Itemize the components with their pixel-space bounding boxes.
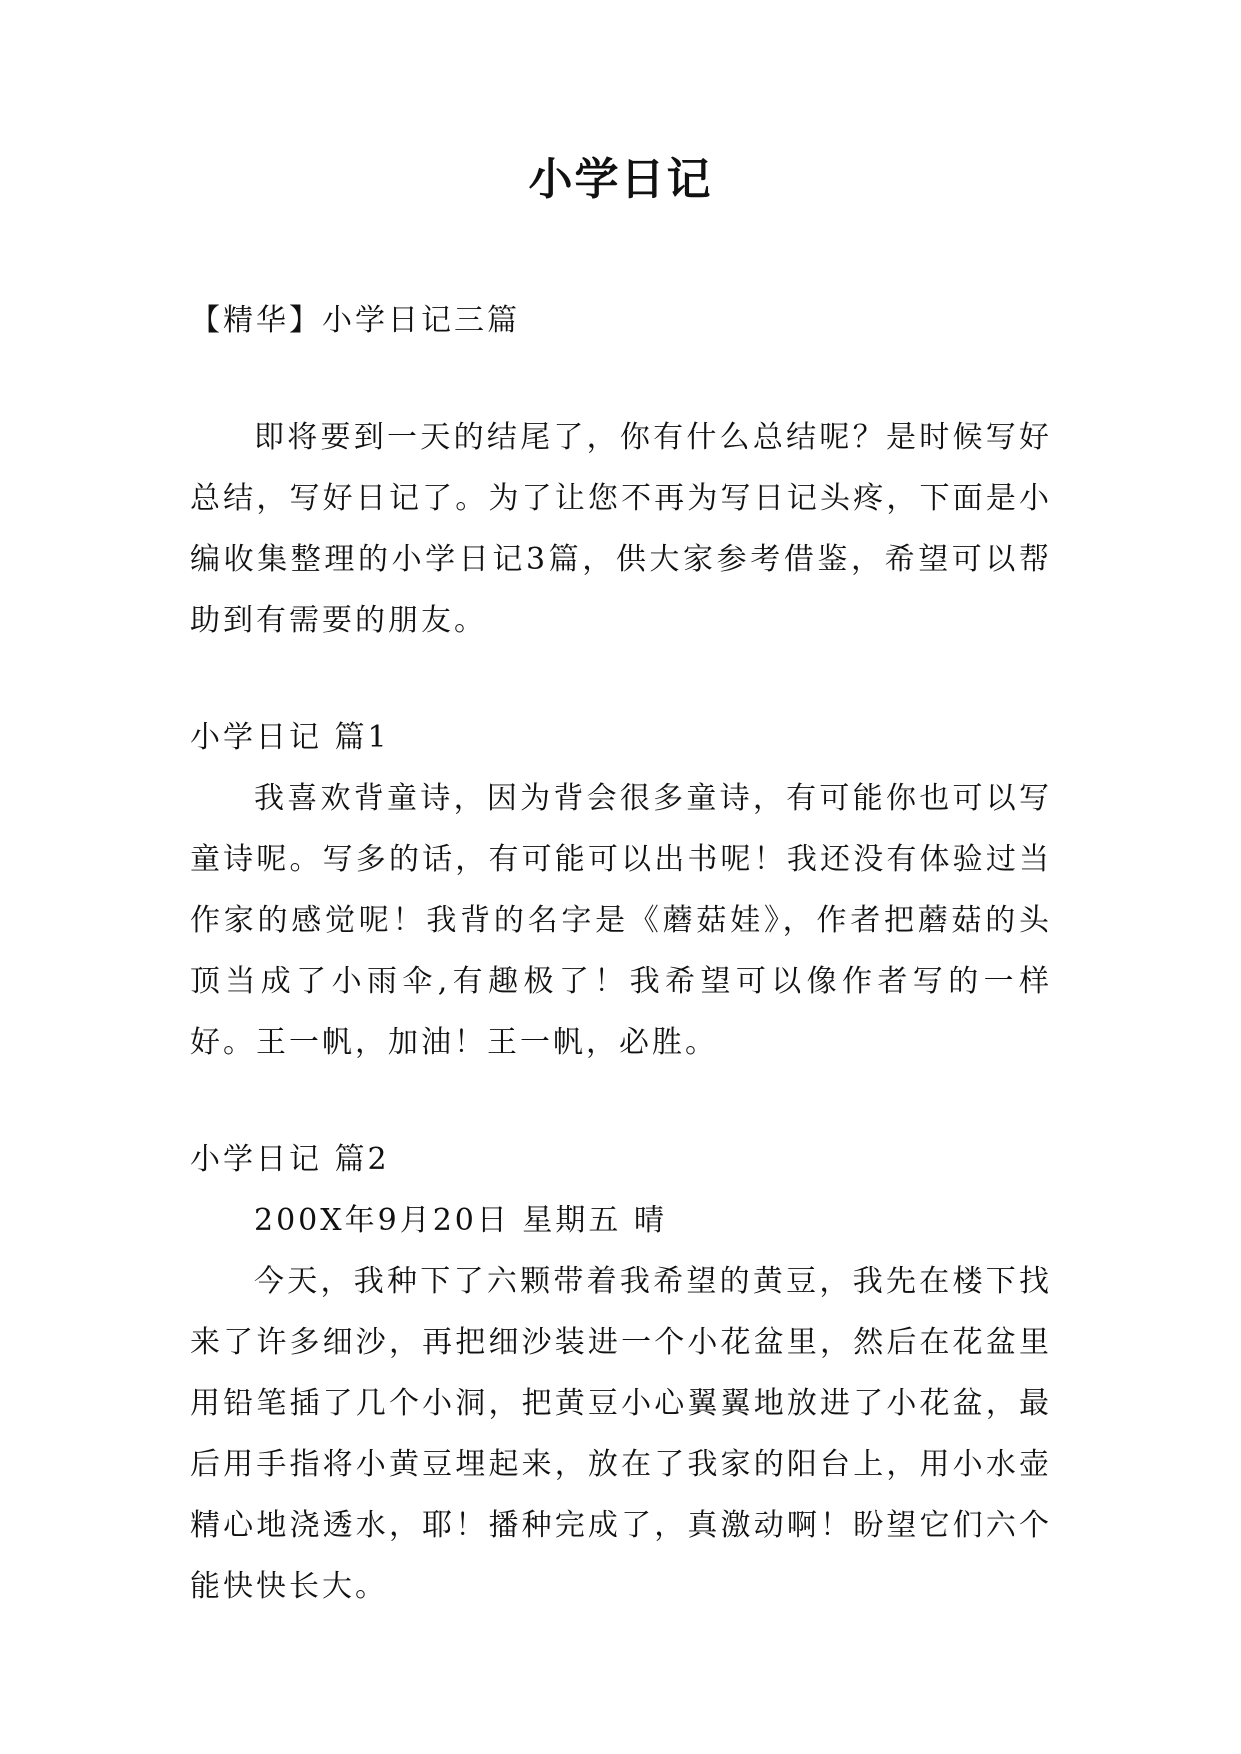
spacer xyxy=(190,351,1052,407)
document-subtitle: 【精华】小学日记三篇 xyxy=(190,303,520,338)
section-2-date-line: 200X年9月20日 星期五 晴 xyxy=(254,1203,667,1238)
spacer xyxy=(190,1073,1052,1129)
section-2-paragraph: 今天，我种下了六颗带着我希望的黄豆，我先在楼下找来了许多细沙，再把细沙装进一个小花盆里，然后在花盆里用铅笔插了几个小洞，把黄豆小心翼翼地放进了小花盆，最后用手指将小黄豆埋起来，放在了我家的阳台上，用小水壶精心地浇透水，耶！播种完成了，真激动啊！盼望它们六个能快快长大。 xyxy=(190,1264,1052,1604)
intro-paragraph: 即将要到一天的结尾了，你有什么总结呢？是时候写好总结，写好日记了。为了让您不再为写日记头疼，下面是小编收集整理的小学日记3篇，供大家参考借鉴，希望可以帮助到有需要的朋友。 xyxy=(190,420,1052,638)
spacer xyxy=(190,651,1052,707)
section-heading-2: 小学日记 篇2 xyxy=(190,1142,390,1177)
section-heading-1: 小学日记 篇1 xyxy=(190,720,390,755)
document-body xyxy=(190,290,1052,1617)
section-1-paragraph: 我喜欢背童诗，因为背会很多童诗，有可能你也可以写童诗呢。写多的话，有可能可以出书呢！我还没有体验过当作家的感觉呢！我背的名字是《蘑菇娃》，作者把蘑菇的头顶当成了小雨伞,有趣极了！我希望可以像作者写的一样好。王一帆，加油！王一帆，必胜。 xyxy=(190,781,1052,1060)
document-title: 小学日记 xyxy=(528,154,713,205)
